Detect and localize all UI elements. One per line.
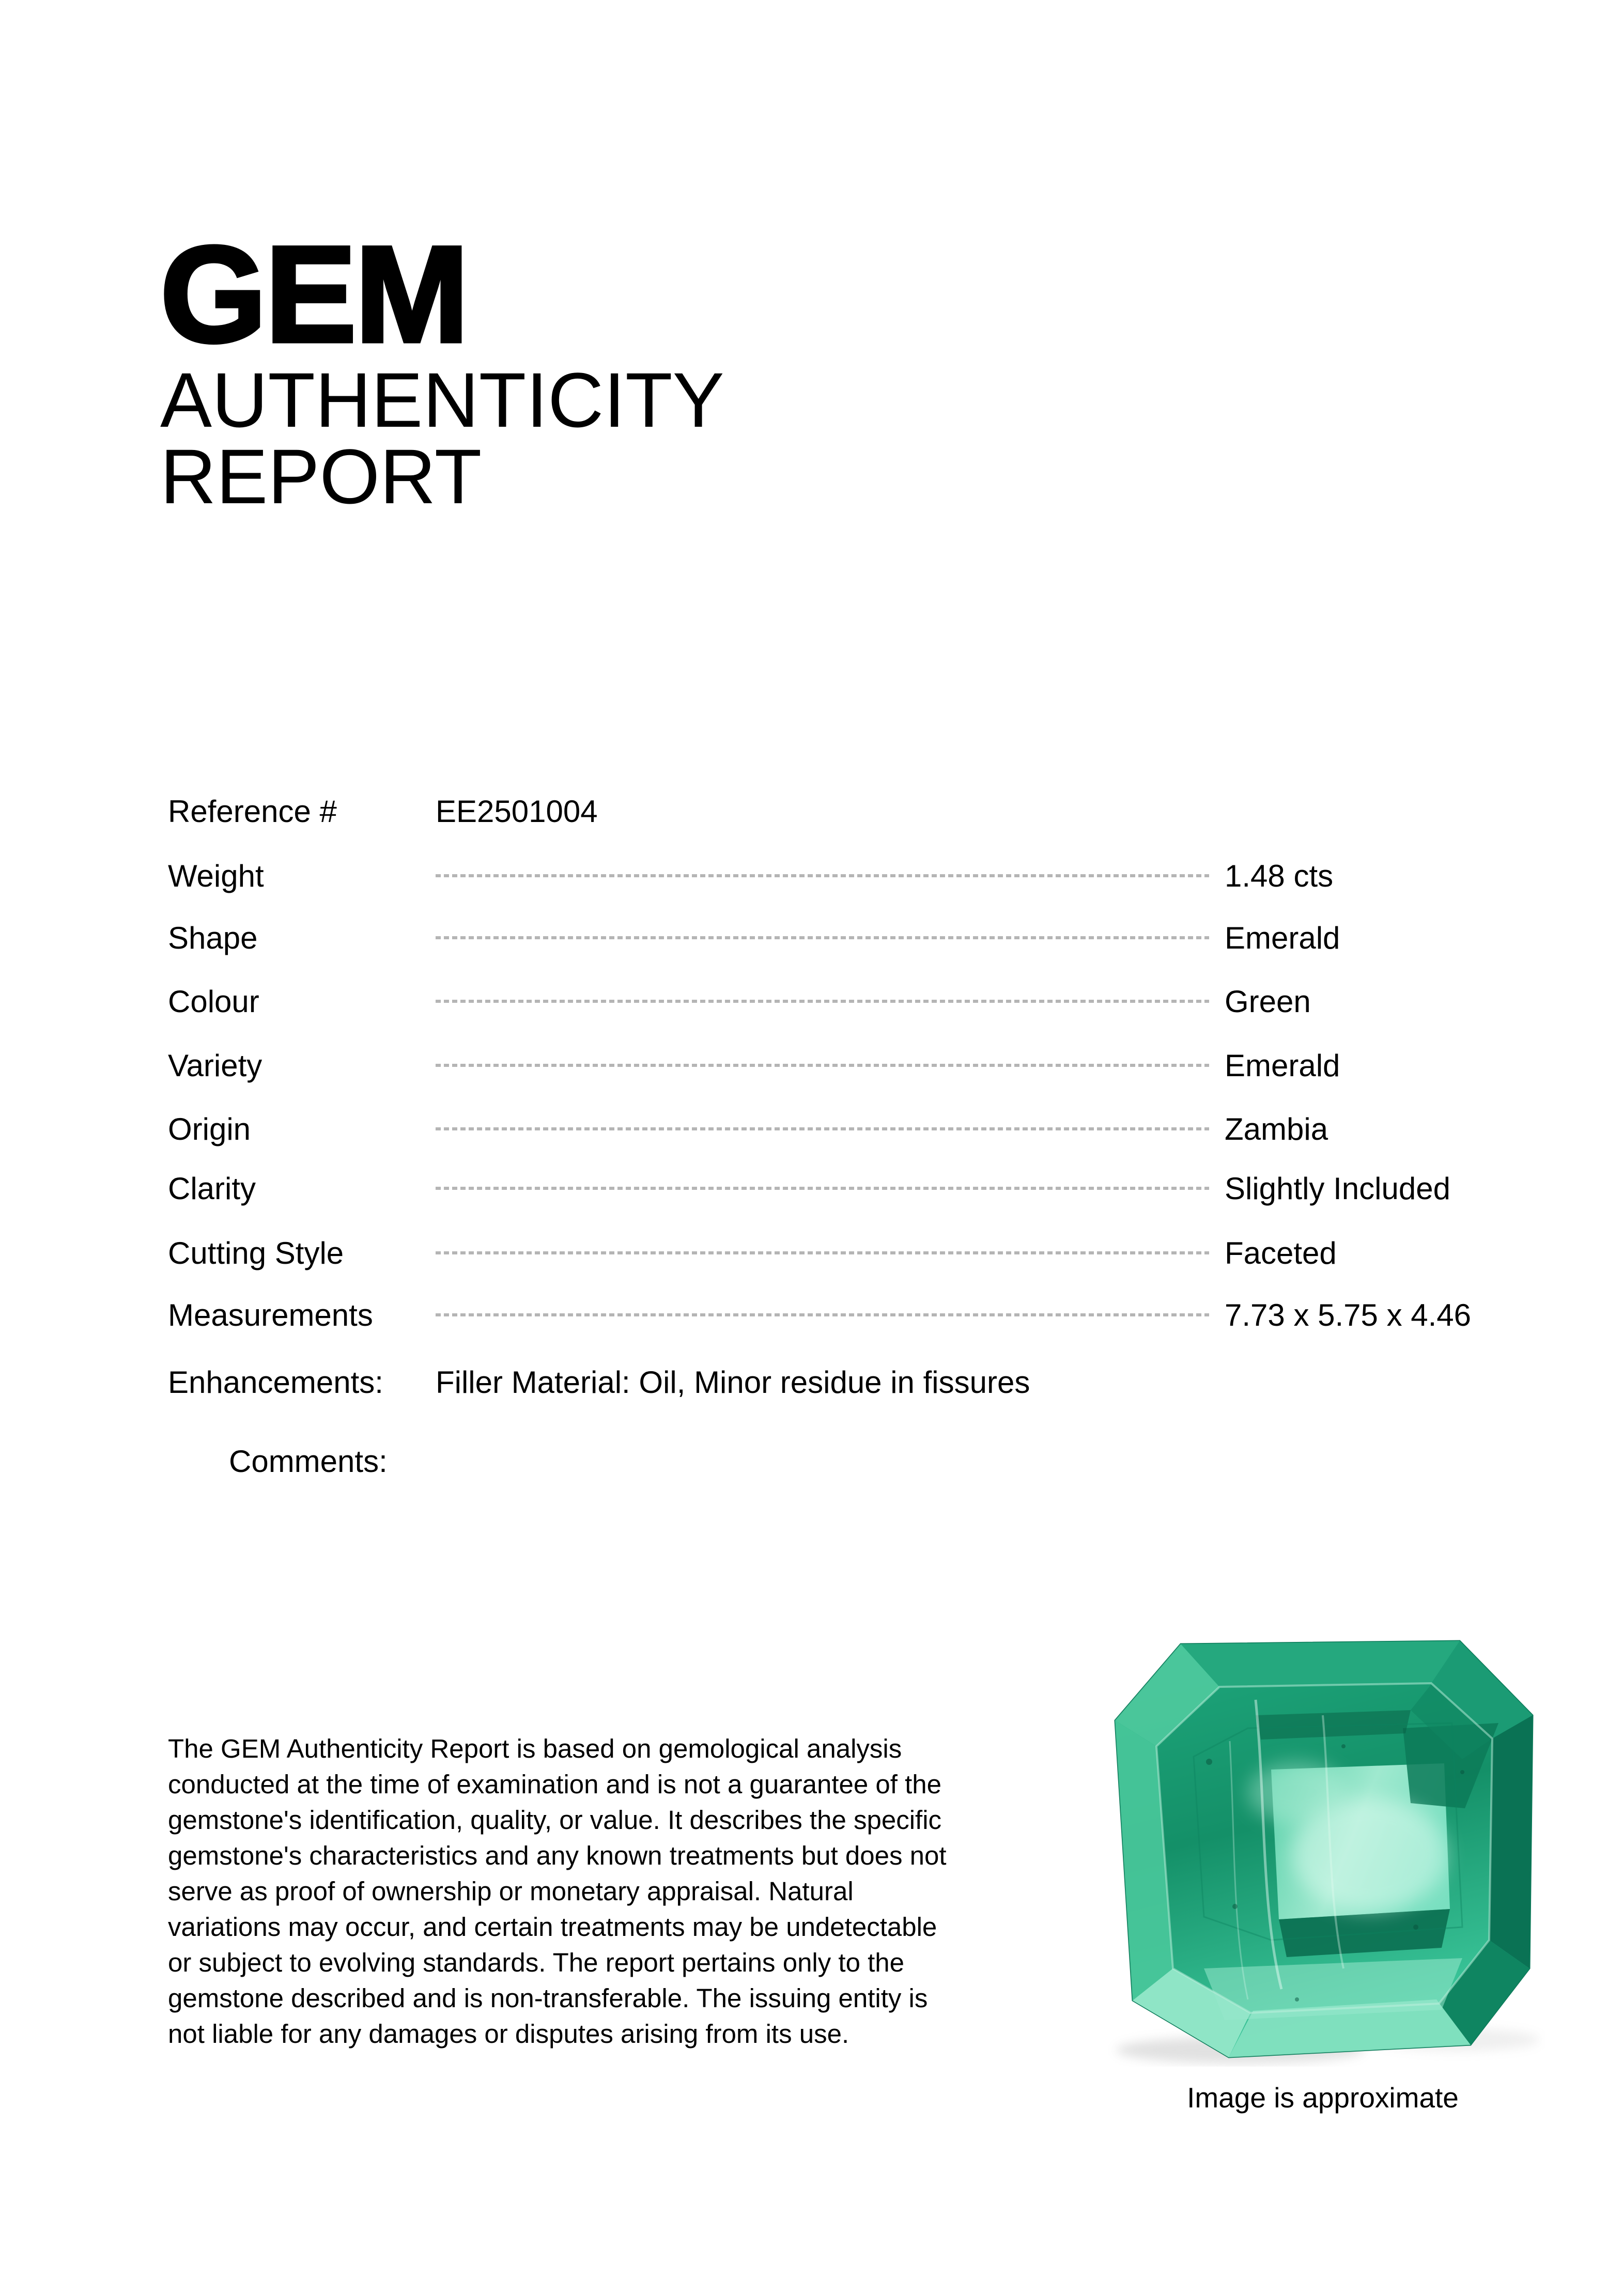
disclaimer-line: serve as proof of ownership or monetary appraisal. Natural (168, 1876, 854, 1906)
field-row-reference (168, 790, 1542, 832)
field-value-weight: 1.48 cts (1225, 858, 1334, 893)
image-caption: Image is approximate (1187, 2082, 1459, 2114)
dotted-leader (436, 1000, 1209, 1003)
emerald-gem-illustration (1101, 1638, 1545, 2067)
field-value-variety: Emerald (1225, 1048, 1340, 1083)
disclaimer-line: gemstone's identification, quality, or value. It describes the specific (168, 1805, 942, 1835)
field-row-comments (229, 1440, 1603, 1482)
field-label-comments: Comments: (229, 1444, 388, 1479)
field-value-enhancements: Filler Material: Oil, Minor residue in fissures (436, 1364, 1030, 1400)
report-title (160, 356, 724, 520)
brand-title: GEM (160, 218, 468, 371)
report-title-line1: AUTHENTICITY (160, 356, 724, 443)
field-row-colour (168, 981, 1542, 1022)
field-row-shape (168, 917, 1542, 958)
field-row-measurements (168, 1294, 1542, 1336)
field-row-enhancements (168, 1361, 1542, 1403)
disclaimer-paragraph (168, 1731, 947, 2052)
disclaimer-line: variations may occur, and certain treatments may be undetectable (168, 1912, 937, 1942)
field-label-origin: Origin (168, 1111, 251, 1146)
report-title-line2: REPORT (160, 433, 482, 520)
dotted-leader (436, 1251, 1209, 1254)
field-value-reference: EE2501004 (436, 794, 598, 829)
disclaimer-line: or subject to evolving standards. The report pertains only to the (168, 1948, 905, 1977)
field-row-weight (168, 855, 1542, 896)
dotted-leader (436, 1187, 1209, 1190)
field-value-cutting-style: Faceted (1225, 1235, 1337, 1270)
field-row-clarity (168, 1168, 1542, 1209)
field-label-weight: Weight (168, 858, 264, 893)
field-label-reference: Reference # (168, 794, 337, 829)
field-label-enhancements: Enhancements: (168, 1364, 383, 1400)
field-label-shape: Shape (168, 920, 258, 955)
field-label-cutting-style: Cutting Style (168, 1235, 344, 1270)
field-label-colour: Colour (168, 984, 259, 1019)
field-value-shape: Emerald (1225, 920, 1340, 955)
field-value-measurements: 7.73 x 5.75 x 4.46 (1225, 1297, 1472, 1332)
field-label-measurements: Measurements (168, 1297, 373, 1332)
gem-photo (1101, 1638, 1545, 2067)
field-row-origin (168, 1108, 1542, 1150)
disclaimer-line: not liable for any damages or disputes arising from its use. (168, 2019, 849, 2049)
field-value-colour: Green (1225, 984, 1311, 1019)
dotted-leader (436, 1064, 1209, 1067)
dotted-leader (436, 1127, 1209, 1130)
disclaimer-line: conducted at the time of examination and is not a guarantee of the (168, 1770, 942, 1799)
field-row-variety (168, 1045, 1542, 1086)
dotted-leader (436, 936, 1209, 939)
disclaimer-line: The GEM Authenticity Report is based on gemological analysis (168, 1734, 902, 1763)
gem-facet (1181, 1641, 1460, 1687)
disclaimer-line: gemstone's characteristics and any known treatments but does not (168, 1841, 947, 1870)
field-value-clarity: Slightly Included (1225, 1171, 1450, 1206)
disclaimer-line: gemstone described and is non-transferable. The issuing entity is (168, 1983, 928, 2013)
field-row-cutting-style (168, 1232, 1542, 1274)
field-label-clarity: Clarity (168, 1171, 256, 1206)
field-label-variety: Variety (168, 1048, 262, 1083)
dotted-leader (436, 874, 1209, 877)
gem-facet (1489, 1715, 1533, 1968)
field-value-origin: Zambia (1225, 1111, 1328, 1146)
dotted-leader (436, 1313, 1209, 1316)
